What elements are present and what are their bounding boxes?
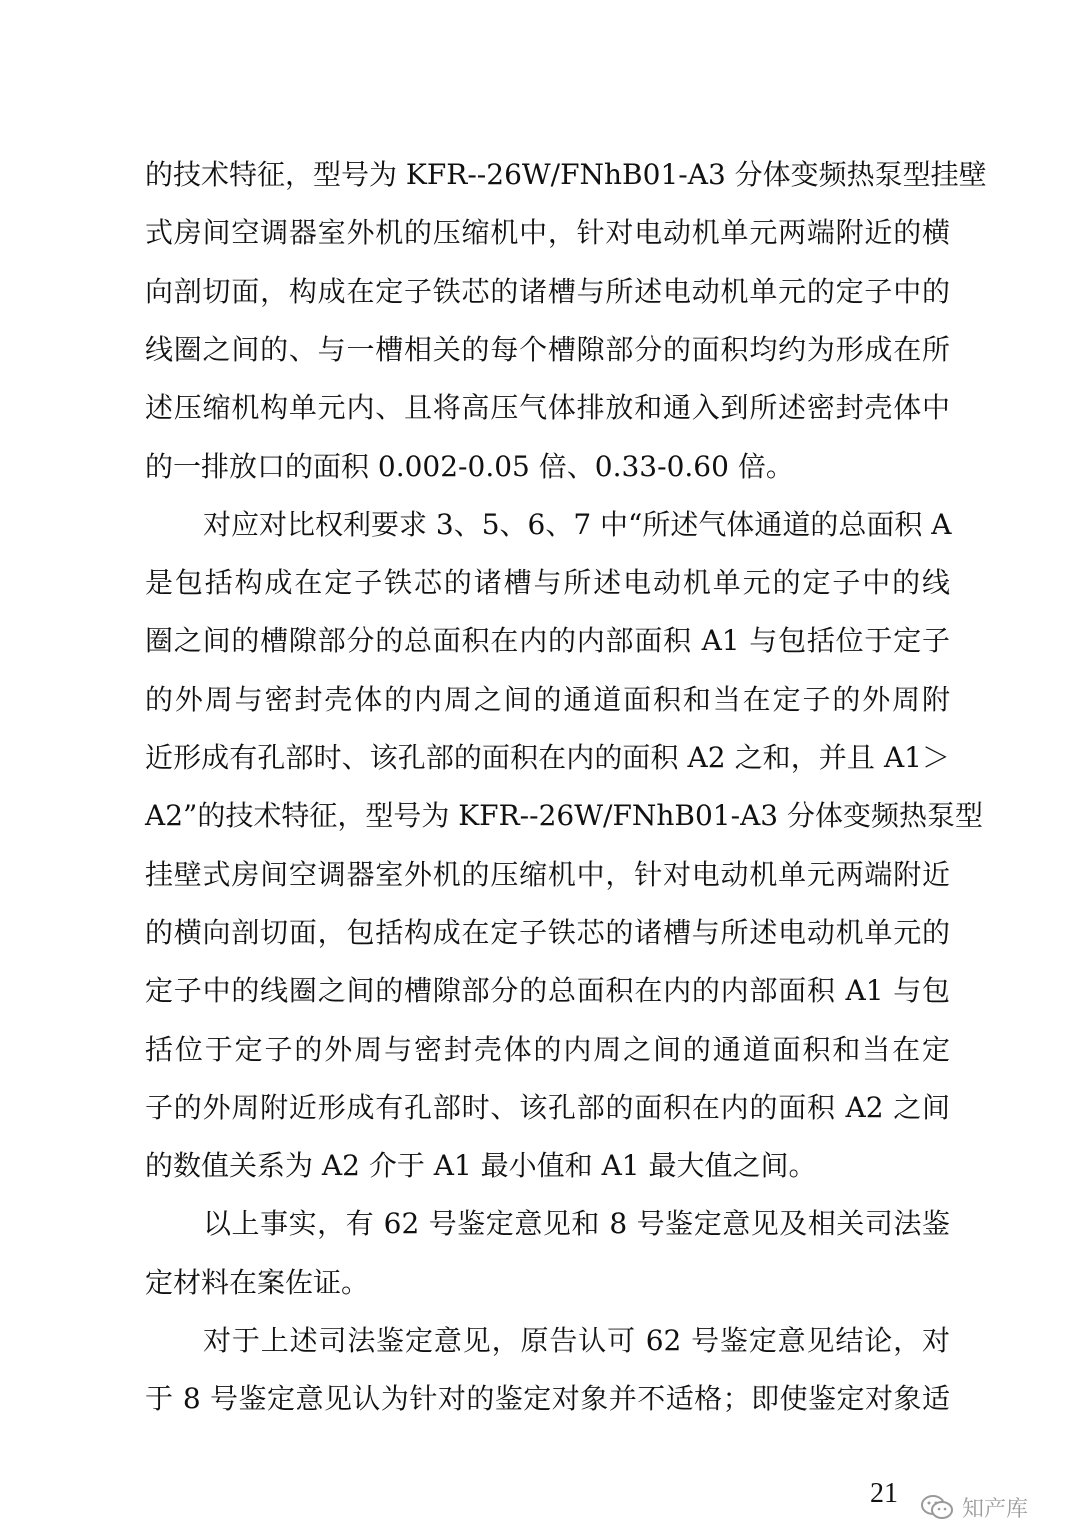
- text-line: 的外周与密封壳体的内周之间的通道面积和当在定子的外周附: [145, 683, 950, 716]
- text-line: 定材料在案佐证。: [145, 1266, 370, 1299]
- text-line: 于 8 号鉴定意见认为针对的鉴定对象并不适格；即使鉴定对象适: [145, 1382, 950, 1415]
- text-line: 对于上述司法鉴定意见，原告认可 62 号鉴定意见结论，对: [203, 1324, 950, 1357]
- text-line: 括位于定子的外周与密封壳体的内周之间的通道面积和当在定: [145, 1033, 950, 1066]
- watermark-text: 知产库: [962, 1496, 1029, 1522]
- text-line: 以上事实，有 62 号鉴定意见和 8 号鉴定意见及相关司法鉴: [203, 1207, 950, 1240]
- text-line: 圈之间的槽隙部分的总面积在内的内部面积 A1 与包括位于定子: [145, 624, 950, 657]
- text-line: 对应对比权利要求 3、5、6、7 中“所述气体通道的总面积 A: [203, 508, 952, 541]
- text-line: A2”的技术特征，型号为 KFR--26W/FNhB01-A3 分体变频热泵型: [145, 799, 984, 832]
- text-line: 挂壁式房间空调器室外机的压缩机中，针对电动机单元两端附近: [145, 858, 950, 891]
- text-line: 述压缩机构单元内、且将高压气体排放和通入到所述密封壳体中: [145, 391, 950, 424]
- text-line: 式房间空调器室外机的压缩机中，针对电动机单元两端附近的横: [145, 216, 950, 249]
- text-line: 是包括构成在定子铁芯的诸槽与所述电动机单元的定子中的线: [145, 566, 950, 599]
- text-line: 的数值关系为 A2 介于 A1 最小值和 A1 最大值之间。: [145, 1149, 817, 1182]
- wechat-icon: [920, 1494, 954, 1520]
- text-line: 向剖切面，构成在定子铁芯的诸槽与所述电动机单元的定子中的: [145, 275, 950, 308]
- text-line: 的横向剖切面，包括构成在定子铁芯的诸槽与所述电动机单元的: [145, 916, 950, 949]
- text-line: 子的外周附近形成有孔部时、该孔部的面积在内的面积 A2 之间: [145, 1091, 950, 1124]
- text-line: 的一排放口的面积 0.002-0.05 倍、0.33-0.60 倍。: [145, 450, 794, 483]
- text-line: 线圈之间的、与一槽相关的每个槽隙部分的面积均约为形成在所: [145, 333, 950, 366]
- page-number: 21: [870, 1478, 898, 1509]
- watermark: [920, 1492, 1028, 1522]
- text-line: 的技术特征，型号为 KFR--26W/FNhB01-A3 分体变频热泵型挂壁: [145, 158, 987, 191]
- text-line: 定子中的线圈之间的槽隙部分的总面积在内的内部面积 A1 与包: [145, 974, 950, 1007]
- text-line: 近形成有孔部时、该孔部的面积在内的面积 A2 之和，并且 A1＞: [145, 741, 950, 774]
